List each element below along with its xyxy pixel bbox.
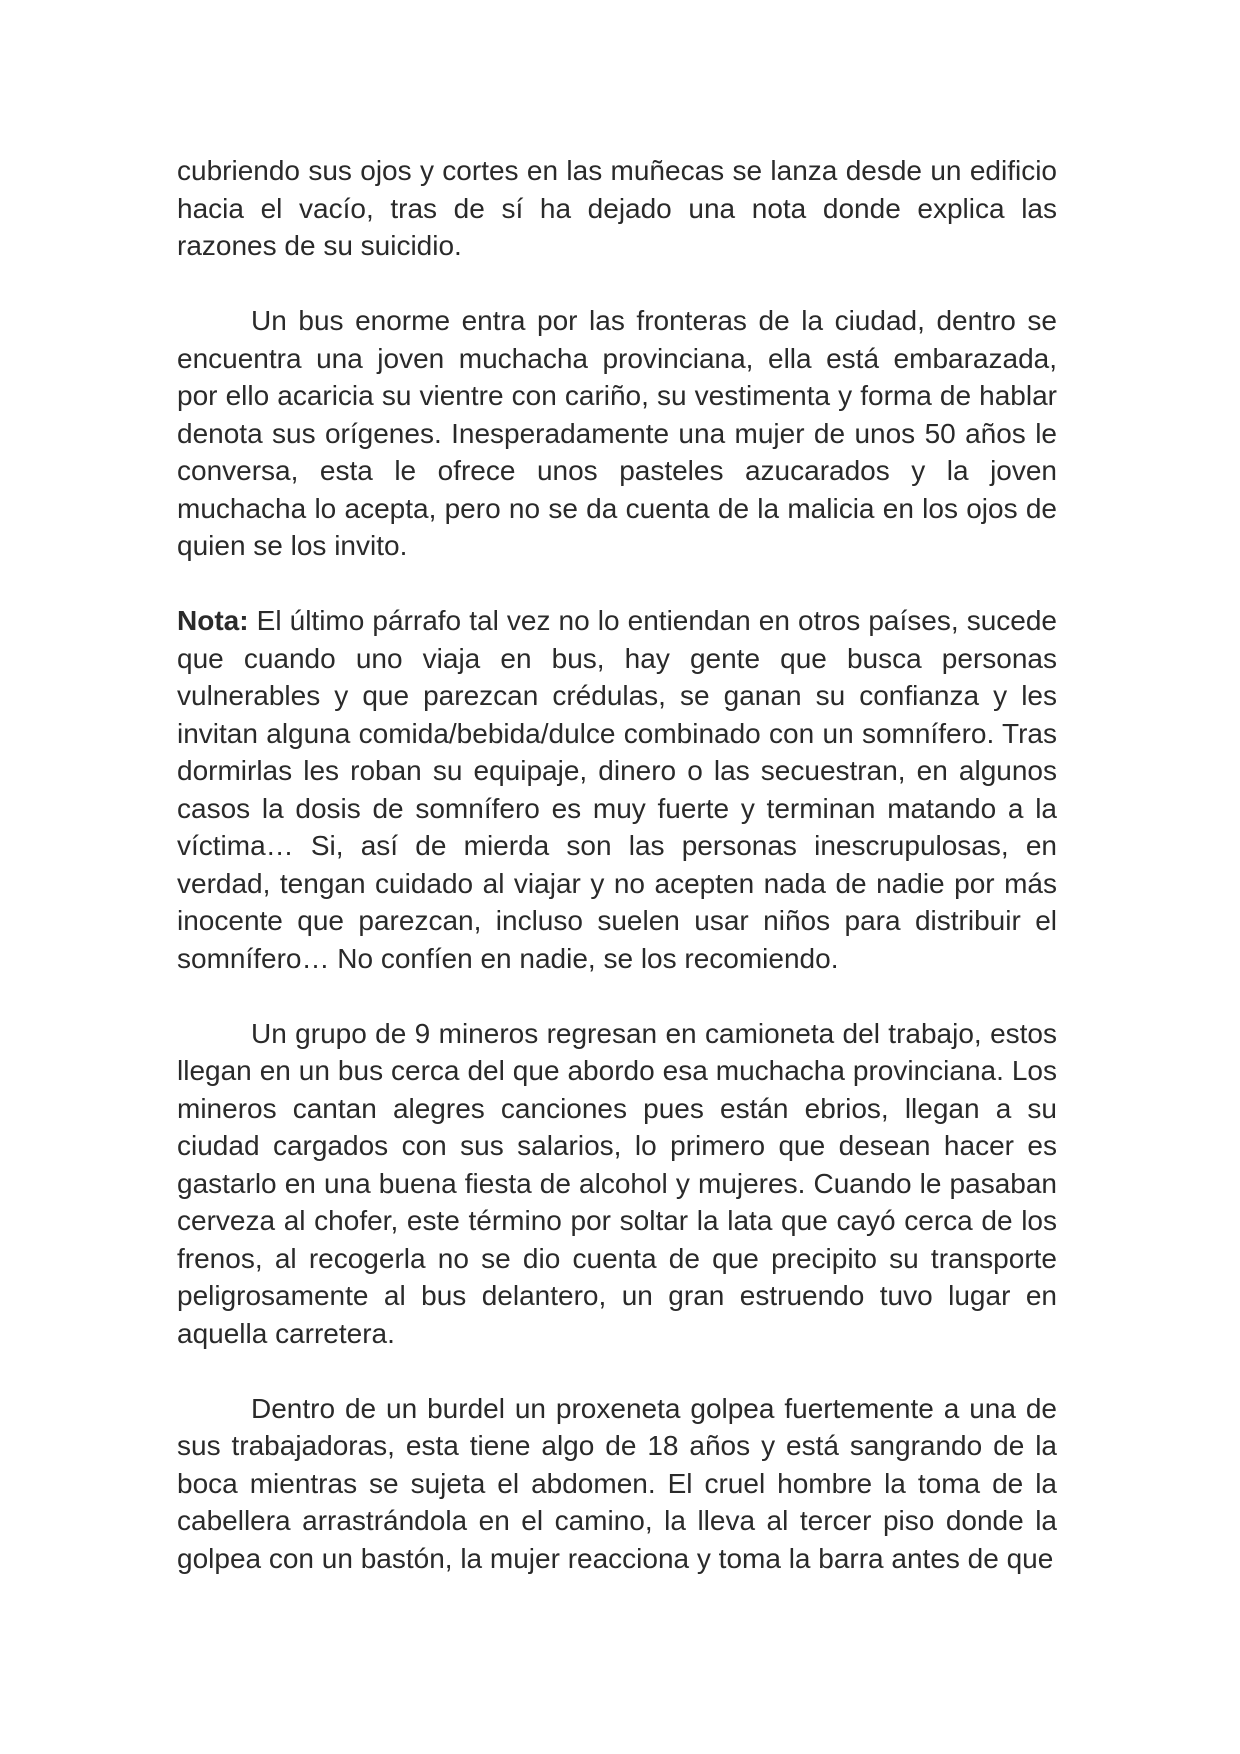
document-body bbox=[177, 152, 1057, 1577]
paragraph-suicide-ending: cubriendo sus ojos y cortes en las muñecas se lanza desde un edificio hacia el vacío, tras de sí ha dejado una nota donde explica las razones de su suicidio. bbox=[177, 155, 1057, 261]
note-label: Nota: bbox=[177, 605, 249, 636]
paragraph-bus-arrival: Un bus enorme entra por las fronteras de la ciudad, dentro se encuentra una joven muchacha provinciana, ella está embarazada, por ello acaricia su vientre con cariño, su vestimenta y forma de hablar denota sus orígenes. Inesperadamente una mujer de unos 50 años le conversa, esta le ofrece unos pasteles azucarados y la joven muchacha lo acepta, pero no se da cuenta de la malicia en los ojos de quien se los invito. bbox=[177, 305, 1057, 561]
paragraph-author-note bbox=[177, 602, 1057, 977]
paragraph-miners: Un grupo de 9 mineros regresan en camioneta del trabajo, estos llegan en un bus cerca del que abordo esa muchacha provinciana. Los mineros cantan alegres canciones pues están ebrios, llegan a su ciudad cargados con sus salarios, lo primero que desean hacer es gastarlo en una buena fiesta de alcohol y mujeres. Cuando le pasaban cerveza al chofer, este término por soltar la lata que cayó cerca de los frenos, al recogerla no se dio cuenta de que precipito su transporte peligrosamente al bus delantero, un gran estruendo tuvo lugar en aquella carretera. bbox=[177, 1017, 1057, 1349]
paragraph-brothel: Dentro de un burdel un proxeneta golpea fuertemente a una de sus trabajadoras, esta tiene algo de 18 años y está sangrando de la boca mientras se sujeta el abdomen. El cruel hombre la toma de la cabellera arrastrándola en el camino, la lleva al tercer piso donde la golpea con un bastón, la mujer reacciona y toma la barra antes de que bbox=[177, 1392, 1057, 1574]
note-text: El último párrafo tal vez no lo entiendan en otros países, sucede que cuando uno viaja en bus, hay gente que busca personas vulnerables y que parezcan crédulas, se ganan su confianza y les invitan alguna comida/bebida/dulce combinado con un somnífero. Tras dormirlas les roban su equipaje, dinero o las secuestran, en algunos casos la dosis de somnífero es muy fuerte y terminan matando a la víctima… Si, así de mierda son las personas inescrupulosas, en verdad, tengan cuidado al viajar y no acepten nada de nadie por más inocente que parezcan, incluso suelen usar niños para distribuir el somnífero… No confíen en nadie, se los recomiendo. bbox=[177, 605, 1057, 974]
